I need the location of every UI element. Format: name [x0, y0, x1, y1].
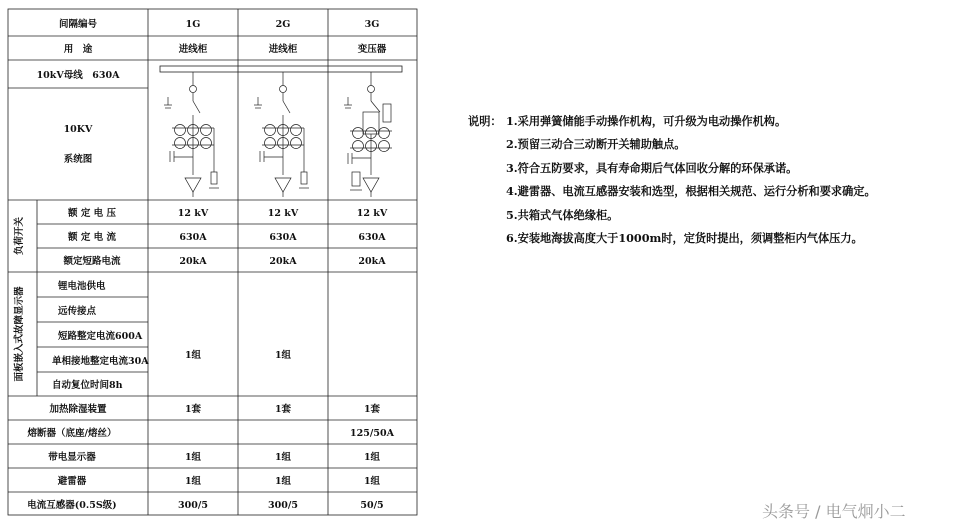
- bus-label: 10kV母线 630A: [36, 70, 120, 81]
- load-val-1-2: 630A: [358, 232, 386, 243]
- tail-label-0: 加热除湿装置: [49, 404, 107, 415]
- indicator-item-2: 短路整定电流600A: [58, 331, 143, 342]
- busbar: [160, 66, 402, 72]
- load-label-2: 额定短路电流: [63, 256, 121, 267]
- header-col-1g: 1G: [185, 19, 201, 30]
- note-item: 4.避雷器、电流互感器安装和选型，根据相关规范、运行分析和要求确定。: [506, 184, 876, 199]
- tail-label-4: 电流互感器(0.5S级): [27, 500, 117, 511]
- tail-val-2-2: 1组: [363, 452, 381, 463]
- load-val-1-0: 630A: [179, 232, 207, 243]
- diagram-2g: [254, 72, 309, 197]
- notes-label: 说明：: [468, 114, 502, 128]
- tail-val-2-0: 1组: [184, 452, 202, 463]
- tail-val-4-1: 300/5: [268, 500, 298, 511]
- tail-val-0-1: 1套: [274, 404, 292, 415]
- note-item: 5.共箱式气体绝缘柜。: [506, 207, 619, 222]
- note-item: 3.符合五防要求，具有寿命期后气体回收分解的环保承诺。: [506, 160, 798, 175]
- load-val-0-2: 12 kV: [356, 208, 388, 219]
- diagram-label-1: 10KV: [63, 124, 93, 135]
- notes: [468, 110, 948, 250]
- tail-val-3-0: 1组: [184, 476, 202, 487]
- diagram-label-2: 系统图: [63, 154, 93, 165]
- indicator-item-3: 单相接地整定电流30A: [52, 356, 149, 367]
- load-val-2-0: 20kA: [179, 256, 207, 267]
- tail-val-3-2: 1组: [363, 476, 381, 487]
- tail-label-1: 熔断器（底座/熔丝）: [27, 428, 117, 439]
- load-val-2-1: 20kA: [269, 256, 297, 267]
- tail-val-3-1: 1组: [274, 476, 292, 487]
- indicator-val-0: 1组: [184, 350, 202, 361]
- tail-label-3: 避雷器: [57, 476, 87, 487]
- load-val-2-2: 20kA: [358, 256, 386, 267]
- note-item: 6.安装地海拔高度大于1000m时，定货时提出，须调整柜内气体压力。: [506, 231, 863, 246]
- load-val-0-0: 12 kV: [177, 208, 209, 219]
- header-col-3g: 3G: [364, 19, 380, 30]
- tail-val-0-0: 1套: [184, 404, 202, 415]
- header-col-2g: 2G: [275, 19, 291, 30]
- indicator-group-label: 面板嵌入式故障显示器: [14, 286, 25, 382]
- tail-val-1-2: 125/50A: [350, 428, 394, 439]
- tail-val-4-0: 300/5: [178, 500, 208, 511]
- note-item: 2.预留三动合三动断开关辅助触点。: [506, 137, 686, 152]
- load-switch-group-label: 负荷开关: [14, 216, 25, 256]
- usage-1g: 进线柜: [178, 44, 208, 55]
- indicator-item-0: 锂电池供电: [58, 281, 106, 292]
- load-label-1: 额 定 电 流: [68, 232, 116, 243]
- diagram-1g: [164, 72, 219, 197]
- header-label: 间隔编号: [58, 19, 98, 30]
- tail-label-2: 带电显示器: [48, 452, 96, 463]
- watermark: 头条号 / 电气炯小二: [762, 502, 906, 521]
- tail-val-2-1: 1组: [274, 452, 292, 463]
- usage-2g: 进线柜: [268, 44, 298, 55]
- load-val-0-1: 12 kV: [267, 208, 299, 219]
- load-val-1-1: 630A: [269, 232, 297, 243]
- diagram-3g: [344, 72, 392, 197]
- indicator-item-1: 远传接点: [58, 306, 97, 317]
- usage-label: 用 途: [63, 44, 93, 55]
- usage-3g: 变压器: [357, 44, 387, 55]
- tail-val-0-2: 1套: [363, 404, 381, 415]
- load-label-0: 额 定 电 压: [68, 208, 116, 219]
- indicator-val-1: 1组: [274, 350, 292, 361]
- indicator-item-4: 自动复位时间8h: [52, 380, 123, 391]
- note-item: 1.采用弹簧储能手动操作机构，可升级为电动操作机构。: [506, 114, 787, 128]
- tail-val-4-2: 50/5: [360, 500, 384, 511]
